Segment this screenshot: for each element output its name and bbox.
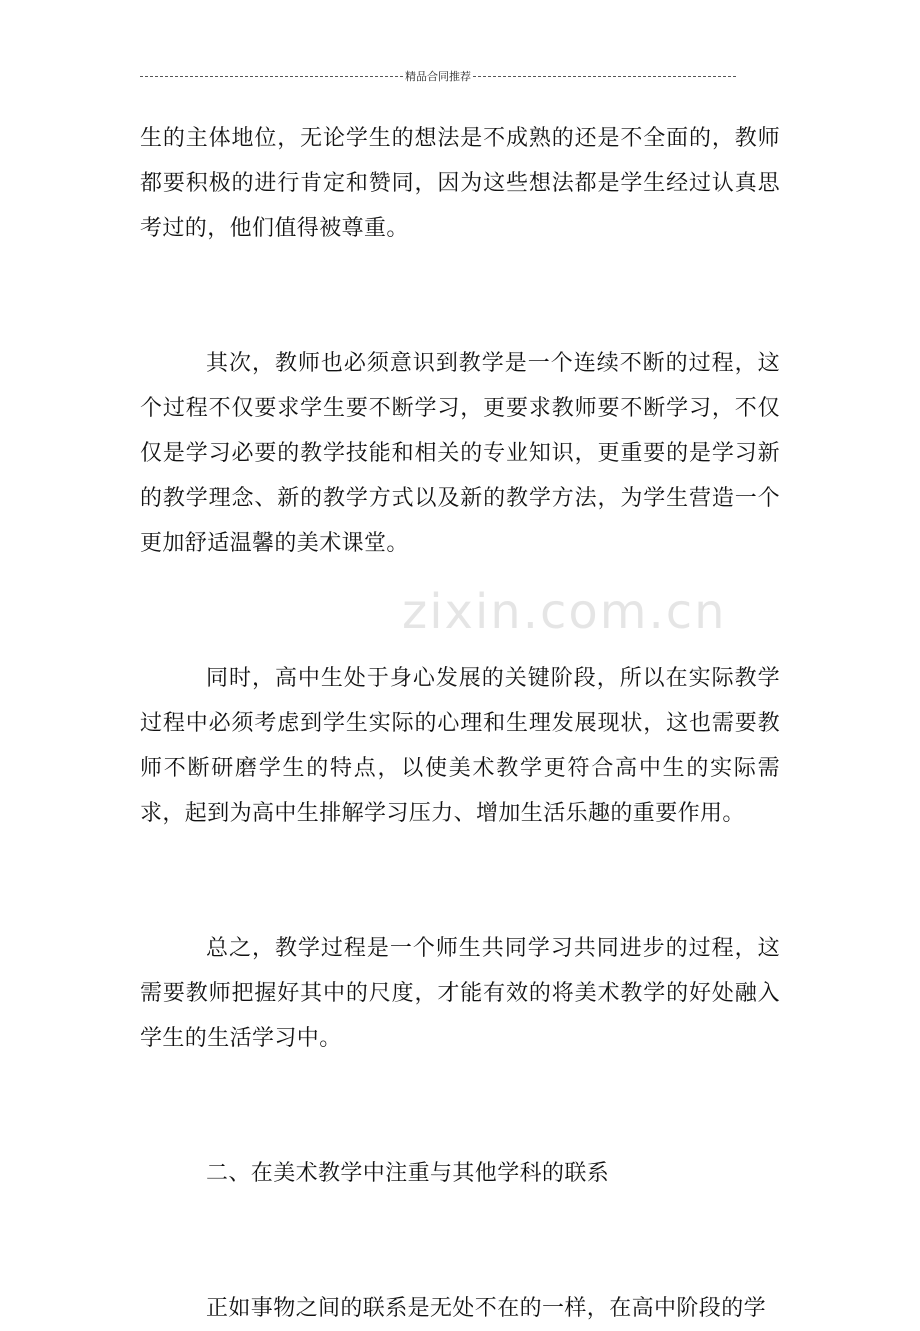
paragraph-gap bbox=[140, 836, 780, 926]
paragraph-gap bbox=[140, 1196, 780, 1286]
document-body bbox=[140, 116, 780, 1331]
section-heading: 二、在美术教学中注重与其他学科的联系 bbox=[206, 1161, 610, 1186]
header-dash-right bbox=[473, 76, 736, 77]
paragraph-conclusion: 总之，教学过程是一个师生共同学习共同进步的过程，这需要教师把握好其中的尺度，才能有效的将美术教学的好处融入学生的生活学习中。 bbox=[140, 936, 780, 1051]
paragraph-gap bbox=[140, 566, 780, 656]
paragraph-gap bbox=[140, 251, 780, 341]
paragraph-meanwhile: 同时，高中生处于身心发展的关键阶段，所以在实际教学过程中必须考虑到学生实际的心理和生理发展现状，这也需要教师不断研磨学生的特点，以使美术教学更符合高中生的实际需求，起到为高中生排解学习压力、增加生活乐趣的重要作用。 bbox=[140, 666, 780, 826]
paragraph-gap bbox=[140, 1061, 780, 1151]
watermark: zixin.com.cn bbox=[402, 584, 727, 640]
paragraph-next-section: 正如事物之间的联系是无处不在的一样，在高中阶段的学 bbox=[206, 1296, 767, 1321]
header-dash-left bbox=[140, 76, 403, 77]
page-header bbox=[140, 68, 736, 84]
header-text: 精品合同推荐 bbox=[405, 70, 471, 83]
paragraph-continuation: 生的主体地位，无论学生的想法是不成熟的还是不全面的，教师都要积极的进行肯定和赞同，因为这些想法都是学生经过认真思考过的，他们值得被尊重。 bbox=[140, 126, 780, 241]
paragraph-secondly: 其次，教师也必须意识到教学是一个连续不断的过程，这个过程不仅要求学生要不断学习，更要求教师要不断学习，不仅仅是学习必要的教学技能和相关的专业知识，更重要的是学习新的教学理念、新的教学方式以及新的教学方法，为学生营造一个更加舒适温馨的美术课堂。 bbox=[140, 351, 780, 556]
